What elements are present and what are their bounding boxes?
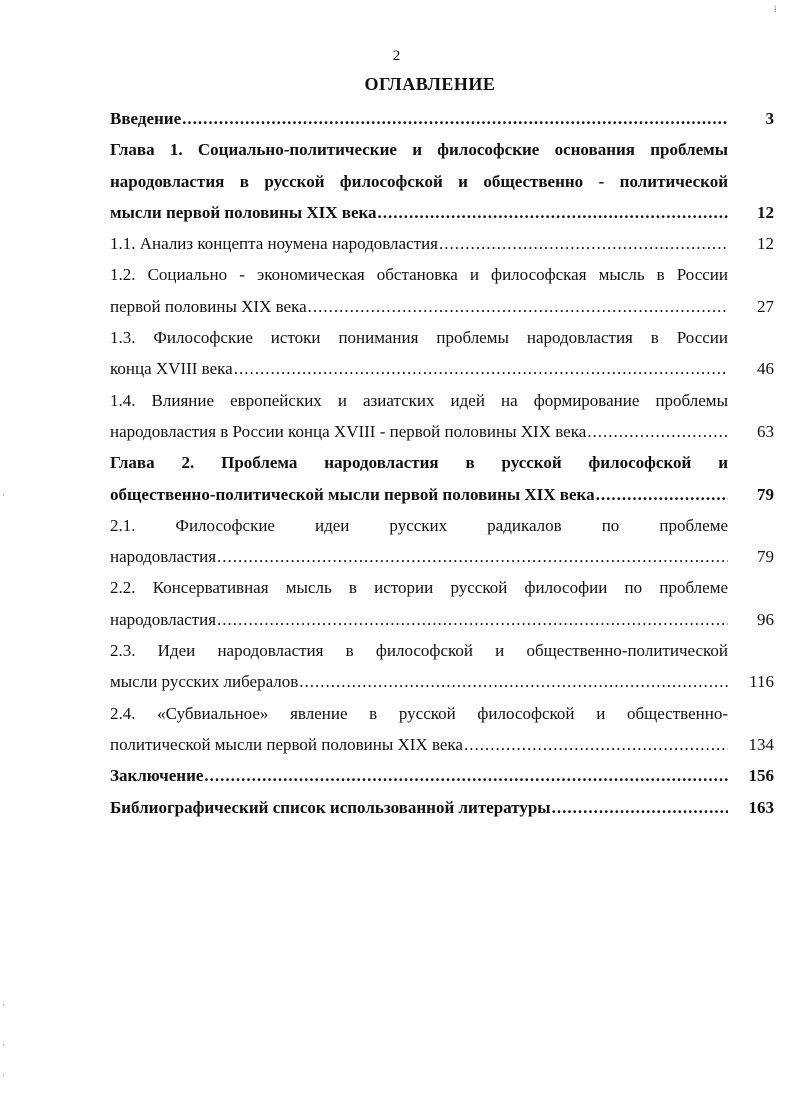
toc-entry-last-line [110,666,774,697]
toc-entry-last-line [110,479,774,510]
toc-entry [110,698,774,761]
scan-mark: · [2,1070,5,1080]
toc-entry-text: народовластия в России конца XVIII - первой половины XIX века [110,421,587,441]
toc-page-number: 79 [757,484,774,504]
toc-entry-last-line [110,353,774,384]
toc-entry-text: 2.4. «Субвиальное» явление в русской философской и общественно- [110,703,728,723]
toc-page-number: 12 [757,202,774,222]
toc-page-number: 3 [765,109,774,128]
toc-entry-last-line [110,604,774,635]
toc-page-number: 116 [749,672,774,692]
toc-page-number: 134 [748,734,774,754]
toc-entry-text: общественно-политической мысли первой половины XIX века [110,484,595,504]
toc-entry [110,228,774,259]
toc-entry-line [110,322,774,353]
toc-entry-text: мысли русских либералов [110,672,299,692]
page-number: 2 [392,48,401,64]
toc-page-number: 12 [757,234,774,254]
toc-entry-text: народовластия [110,547,217,567]
toc-page-number: 96 [757,609,774,629]
dot-leader [204,760,728,791]
toc-entry [110,792,774,823]
scan-mark: · [2,1040,5,1050]
toc-entry [110,259,774,322]
toc-entry [110,103,774,134]
toc-entry-line [110,259,774,290]
toc-entry-last-line [110,197,774,228]
toc-entry-text: 1.1. Анализ концепта ноумена народовластия [110,234,438,254]
toc-entry-line [110,698,774,729]
toc-entry-line [110,635,774,666]
toc-entry [110,385,774,448]
dot-leader [217,604,728,635]
toc-page-number: 46 [757,359,774,379]
scan-mark: · [2,490,5,500]
dot-leader [217,541,728,572]
toc-entry [110,322,774,385]
toc-page-number: 79 [757,547,774,567]
toc-page-number: 163 [748,797,774,817]
toc-entry-text: 1.4. Влияние европейских и азиатских идей на формирование проблемы [110,390,728,410]
toc-entry-line [110,134,774,165]
toc-entry-line [110,510,774,541]
toc-page-number: 27 [757,296,774,316]
toc-entry-last-line [110,541,774,572]
dot-leader [596,479,728,510]
toc-entry-text: народовластия [110,609,217,629]
toc-entry [110,635,774,698]
toc-entry-text: 1.3. Философские истоки понимания проблемы народовластия в России [110,328,728,348]
toc-entry-text: первой половины XIX века [110,296,307,316]
table-of-contents [110,103,774,823]
toc-entry-text: мысли первой половины XIX века [110,202,377,222]
dot-leader [234,353,728,384]
dot-leader [552,792,728,823]
toc-entry-text: конца XVIII века [110,359,233,379]
toc-entry-line [110,447,774,478]
dot-leader [182,103,728,134]
toc-title: ОГЛАВЛЕНИЕ [364,74,496,94]
toc-entry-text: 2.3. Идеи народовластия в философской и общественно-политической [110,641,728,661]
dot-leader [439,228,728,259]
toc-entry-text: 1.2. Социально - экономическая обстановка и философская мысль в России [110,265,728,285]
toc-entry-line [110,572,774,603]
toc-entry [110,134,774,228]
toc-entry [110,572,774,635]
dot-leader [587,416,728,447]
toc-page-number: 156 [748,766,774,786]
dot-leader [378,197,728,228]
toc-entry-line [110,385,774,416]
scan-mark: ⁞ [774,4,777,14]
toc-entry-text: Введение [110,109,182,128]
toc-page-number: 63 [757,421,774,441]
toc-entry-last-line [110,103,774,134]
toc-entry [110,447,774,510]
dot-leader [308,291,728,322]
scan-mark: · [2,1000,5,1010]
toc-entry-text: Заключение [110,766,204,786]
toc-entry-text: политической мысли первой половины XIX века [110,734,463,754]
toc-entry [110,760,774,791]
dot-leader [464,729,728,760]
toc-entry-text: 2.2. Консервативная мысль в истории русской философии по проблеме [110,578,728,598]
toc-entry-last-line [110,416,774,447]
toc-entry-text: 2.1. Философские идеи русских радикалов по проблеме [110,515,728,535]
toc-entry-text: народовластия в русской философской и общественно - политической [110,171,728,191]
toc-entry-text: Библиографический список использованной литературы [110,797,551,817]
toc-entry-text: Глава 2. Проблема народовластия в русской философской и [110,453,728,473]
toc-entry-last-line [110,792,774,823]
toc-entry-text: Глава 1. Социально-политические и философские основания проблемы [110,140,728,160]
toc-entry-last-line [110,729,774,760]
toc-entry-last-line [110,291,774,322]
toc-entry-last-line [110,228,774,259]
toc-entry-last-line [110,760,774,791]
toc-entry-line [110,166,774,197]
dot-leader [299,666,728,697]
toc-entry [110,510,774,573]
